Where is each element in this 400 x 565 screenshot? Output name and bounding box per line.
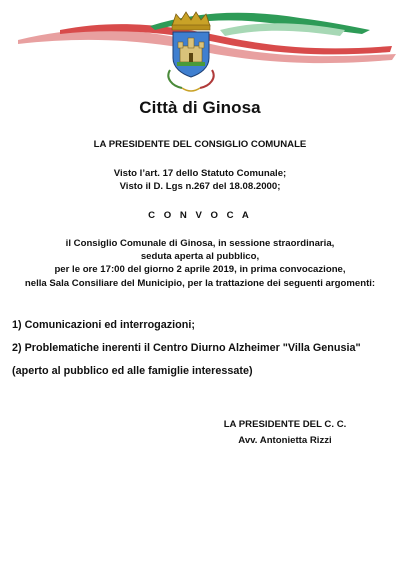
signature-name: Avv. Antonietta Rizzi xyxy=(238,435,332,446)
agenda-item: 1) Comunicazioni ed interrogazioni; xyxy=(12,319,195,331)
body-line: seduta aperta al pubblico, xyxy=(140,251,260,262)
agenda-item-note: (aperto al pubblico ed alle famiglie interessate) xyxy=(12,365,253,377)
agenda-item: 2) Problematiche inerenti il Centro Diurno Alzheimer "Villa Genusia" xyxy=(12,342,361,354)
city-title: Città di Ginosa xyxy=(139,98,261,117)
visto-statute-line: Visto l’art. 17 dello Statuto Comunale; xyxy=(113,168,287,179)
signature-title: LA PRESIDENTE DEL C. C. xyxy=(223,419,347,430)
convoca-heading: C O N V O C A xyxy=(148,210,252,221)
body-line: il Consiglio Comunale di Ginosa, in sessione straordinaria, xyxy=(65,238,335,249)
body-line: per le ore 17:00 del giorno 2 aprile 2019, in prima convocazione, xyxy=(54,264,346,275)
header-art xyxy=(0,0,400,100)
body-line: nella Sala Consiliare del Municipio, per la trattazione dei seguenti argomenti: xyxy=(24,278,376,289)
document-title: LA PRESIDENTE DEL CONSIGLIO COMUNALE xyxy=(93,139,307,150)
coat-of-arms-icon xyxy=(168,12,213,91)
visto-decree-line: Visto il D. Lgs n.267 del 18.08.2000; xyxy=(119,181,281,192)
